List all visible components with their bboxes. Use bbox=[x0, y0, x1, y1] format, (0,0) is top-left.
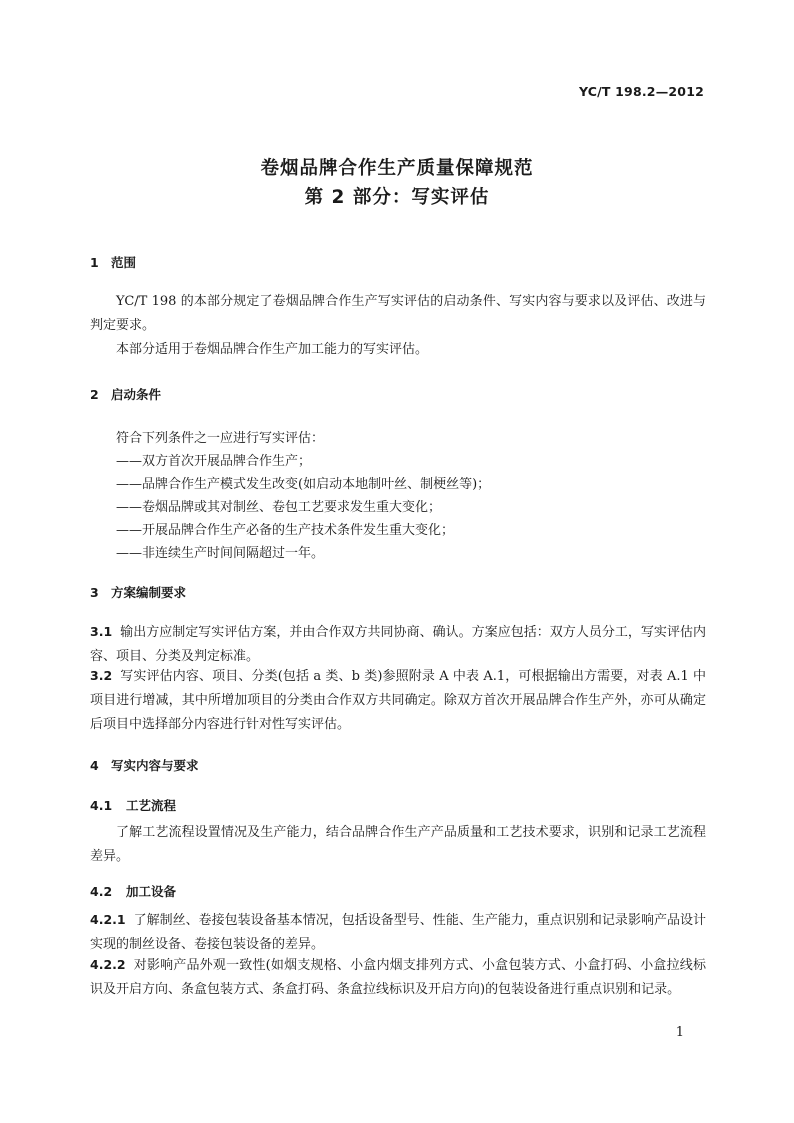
list-item: ——卷烟品牌或其对制丝、卷包工艺要求发生重大变化； bbox=[116, 500, 442, 515]
section-1-heading bbox=[90, 253, 136, 271]
clause-text: 对影响产品外观一致性(如烟支规格、小盒内烟支排列方式、小盒包装方式、小盒打码、小盒拉线标识及开启方向、条盒包装方式、条盒打码、条盒拉线标识及开启方向)的包装设备进行重点识别和记录。 bbox=[90, 958, 706, 997]
list-item: ——品牌合作生产模式发生改变(如启动本地制叶丝、制梗丝等)； bbox=[116, 477, 491, 492]
section-title: 写实内容与要求 bbox=[111, 758, 199, 773]
clause-4-2-1 bbox=[90, 908, 706, 957]
list-item: ——开展品牌合作生产必备的生产技术条件发生重大变化； bbox=[116, 523, 455, 538]
subsection-title: 工艺流程 bbox=[126, 798, 177, 813]
subsection-number: 4.2 bbox=[90, 884, 113, 899]
clause-text: 了解制丝、卷接包装设备基本情况，包括设备型号、性能、生产能力，重点识别和记录影响产品设计实现的制丝设备、卷接包装设备的差异。 bbox=[90, 913, 706, 952]
section-title: 方案编制要求 bbox=[111, 585, 187, 600]
subsection-4-1-heading bbox=[90, 796, 176, 814]
section-title: 启动条件 bbox=[111, 387, 162, 402]
list-item: ——双方首次开展品牌合作生产； bbox=[116, 454, 312, 469]
section-number: 3 bbox=[90, 585, 99, 600]
page-number: 1 bbox=[675, 1025, 684, 1040]
subsection-4-2-heading bbox=[90, 882, 176, 900]
clause-number: 3.2 bbox=[90, 668, 113, 683]
document-title: 卷烟品牌合作生产质量保障规范 bbox=[260, 158, 534, 179]
section-title: 范围 bbox=[111, 255, 137, 270]
subsection-title: 加工设备 bbox=[126, 884, 177, 899]
list-item: ——非连续生产时间间隔超过一年。 bbox=[116, 546, 325, 561]
clause-text: 写实评估内容、项目、分类(包括 a 类、b 类)参照附录 A 中表 A.1，可根据输出方需要，对表 A.1 中项目进行增减，其中所增加项目的分类由合作双方共同确定。除双方首次开展品牌合作生产外，亦可从确定后项目中选择部分内容进行针对性写实评估。 bbox=[90, 669, 706, 732]
clause-4-2-2 bbox=[90, 953, 706, 1002]
subsection-number: 4.1 bbox=[90, 798, 113, 813]
clause-number: 4.2.2 bbox=[90, 957, 126, 972]
clause-number: 3.1 bbox=[90, 624, 113, 639]
section-3-heading bbox=[90, 583, 186, 601]
section-number: 2 bbox=[90, 387, 99, 402]
clause-3-2 bbox=[90, 664, 706, 737]
document-subtitle: 第 2 部分：写实评估 bbox=[304, 187, 490, 208]
clause-3-1 bbox=[90, 620, 706, 669]
subsection-4-1-paragraph: 了解工艺流程设置情况及生产能力，结合品牌合作生产产品质量和工艺技术要求，识别和记录工艺流程差异。 bbox=[90, 825, 706, 864]
section-1-paragraph-1: YC/T 198 的本部分规定了卷烟品牌合作生产写实评估的启动条件、写实内容与要求以及评估、改进与判定要求。 bbox=[90, 294, 706, 333]
section-number: 1 bbox=[90, 255, 99, 270]
section-2-heading bbox=[90, 385, 161, 403]
section-2-intro: 符合下列条件之一应进行写实评估： bbox=[116, 431, 325, 446]
clause-number: 4.2.1 bbox=[90, 912, 126, 927]
section-1-paragraph-2: 本部分适用于卷烟品牌合作生产加工能力的写实评估。 bbox=[116, 342, 429, 357]
section-number: 4 bbox=[90, 758, 99, 773]
standard-code: YC/T 198.2—2012 bbox=[578, 84, 704, 99]
clause-text: 输出方应制定写实评估方案，并由合作双方共同协商、确认。方案应包括：双方人员分工，写实评估内容、项目、分类及判定标准。 bbox=[90, 625, 706, 664]
section-4-heading bbox=[90, 756, 199, 774]
